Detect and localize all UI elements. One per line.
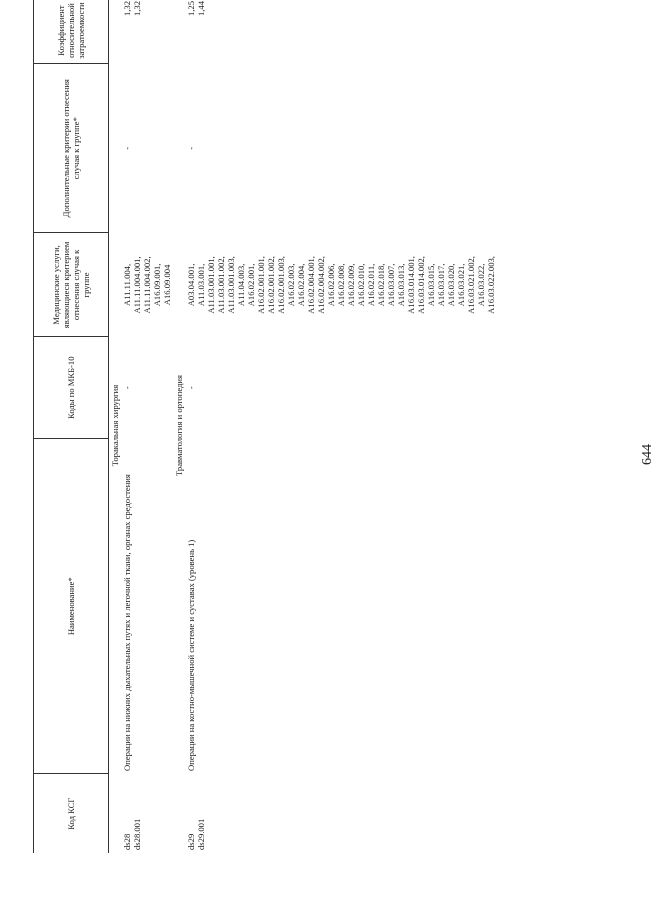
ksg-coefficient: 1,44 — [196, 1, 206, 17]
table-row — [121, 0, 173, 853]
service-code: A16.03.013, — [396, 263, 406, 307]
profile-title: Торакальная хирургия — [110, 384, 120, 467]
service-code: A03.04.001, — [186, 263, 196, 307]
service-code: A11.03.001.002, — [216, 256, 226, 314]
service-code: A11.11.004.001, — [132, 256, 142, 314]
coefficient-cell — [121, 0, 173, 64]
ksg-name: Операции на нижних дыхательных путях и легочной ткани, органах средостения — [122, 474, 132, 771]
header-criteria: Дополнительные критерии отнесения случая к группе* — [34, 64, 109, 233]
service-code: A16.02.001.002, — [266, 256, 276, 314]
table-header-row — [34, 0, 109, 853]
mkb-codes: - — [122, 386, 132, 390]
coefficient-cell — [185, 0, 497, 64]
header-code: Код КСГ — [34, 774, 109, 853]
ksg-coefficient: 1,32 — [132, 1, 142, 17]
page-number: 644 — [640, 444, 655, 465]
service-code: A11.03.001.001, — [206, 256, 216, 314]
services-list — [121, 233, 173, 337]
service-code: A16.02.001.001, — [256, 256, 266, 314]
service-code: A16.03.014.002, — [416, 256, 426, 314]
extra-criteria: - — [122, 146, 132, 150]
service-code: A16.02.006, — [326, 263, 336, 307]
service-code: A16.03.021.002, — [466, 256, 476, 314]
service-code: A16.09.001, — [152, 263, 162, 307]
service-code: A16.02.018, — [376, 263, 386, 307]
service-code: A16.02.001, — [246, 263, 256, 307]
service-code: A16.02.011, — [366, 263, 376, 307]
services-list — [185, 233, 497, 337]
extra-criteria: - — [186, 146, 196, 150]
mkb-codes: - — [186, 386, 196, 390]
service-code: A16.02.008, — [336, 263, 346, 307]
header-mkb: Коды по МКБ-10 — [34, 337, 109, 439]
service-code: A16.02.001.003, — [276, 256, 286, 314]
profile-row — [109, 0, 122, 853]
service-code: A16.03.022, — [476, 263, 486, 307]
service-code: A16.02.009, — [346, 263, 356, 307]
header-services: Медицинские услуги, являющиеся критерием отнесения случая к группе — [34, 233, 109, 337]
service-code: A11.04.003, — [236, 263, 246, 307]
profile-code: ds29 — [186, 833, 196, 850]
service-code: A16.03.007, — [386, 263, 396, 307]
service-code: A16.03.014.001, — [406, 256, 416, 314]
service-code: A11.11.004.002, — [142, 256, 152, 314]
service-code: A16.03.021, — [456, 263, 466, 307]
header-coefficient: Коэффициент относительной затратоемкости — [34, 0, 109, 64]
service-code: A11.03.001, — [196, 263, 206, 307]
ksg-code-cell — [185, 774, 497, 853]
profile-code: ds28 — [122, 833, 132, 850]
ksg-code: ds28.001 — [132, 818, 142, 850]
profile-coefficient: 1,32 — [122, 1, 132, 17]
service-code: A16.02.010, — [356, 263, 366, 307]
service-code: A16.09.004 — [162, 264, 172, 306]
service-code: A16.02.004, — [296, 263, 306, 307]
table-row — [185, 0, 497, 853]
profile-row — [173, 0, 185, 853]
ksg-code: ds29.001 — [196, 818, 206, 850]
service-code: A16.03.022.003, — [486, 256, 496, 314]
service-code: A11.03.001.003, — [226, 256, 236, 314]
service-code: A16.03.015, — [426, 263, 436, 307]
service-code: A16.02.003, — [286, 263, 296, 307]
service-code: A16.02.004.002, — [316, 256, 326, 314]
profile-title: Травматология и ортопедия — [174, 375, 184, 476]
service-code: A16.03.017, — [436, 263, 446, 307]
profile-coefficient: 1,25 — [186, 1, 196, 17]
service-code: A11.11.004, — [122, 263, 132, 306]
service-code: A16.02.004.001, — [306, 256, 316, 314]
ksg-table — [33, 0, 497, 853]
header-name: Наименование* — [34, 439, 109, 774]
ksg-name: Операции на костно-мышечной системе и суставах (уровень 1) — [186, 539, 196, 771]
service-code: A16.03.020, — [446, 263, 456, 307]
ksg-code-cell — [121, 774, 173, 853]
